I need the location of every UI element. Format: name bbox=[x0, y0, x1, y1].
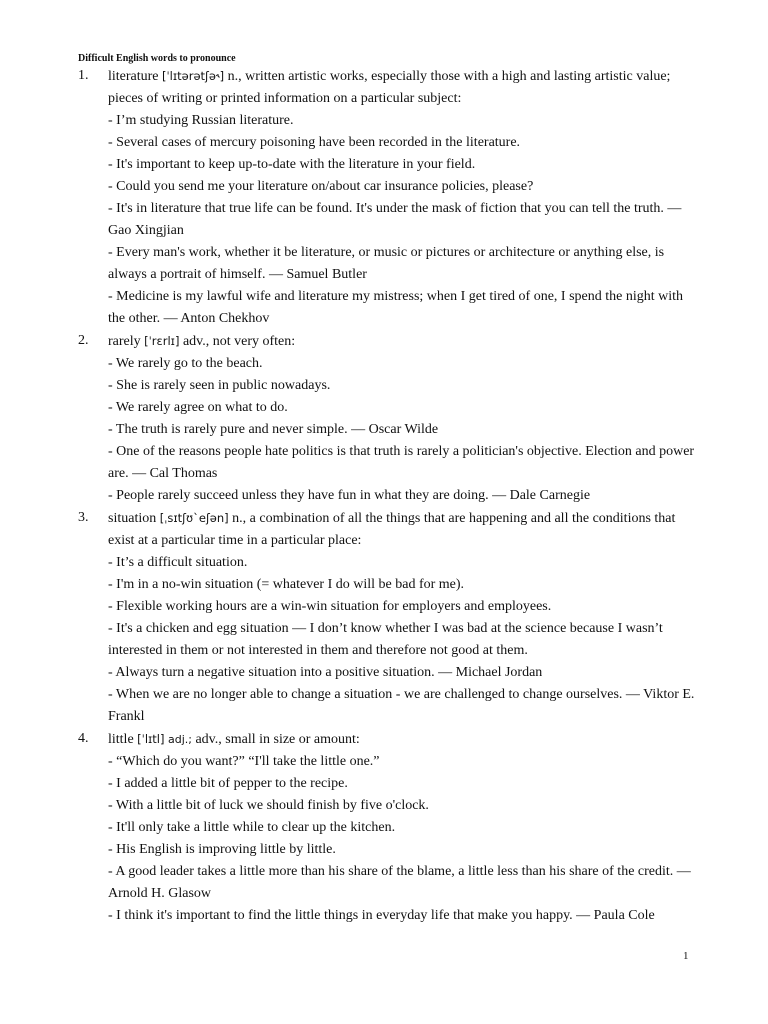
pronunciation: [ˈlɪtərətʃə˞] bbox=[162, 69, 225, 83]
entry-number: 4. bbox=[78, 731, 89, 746]
example-sentence: - It'll only take a little while to clear up the kitchen. bbox=[108, 820, 396, 835]
word-entry bbox=[78, 728, 698, 927]
example-sentence: - His English is improving little by little. bbox=[108, 842, 336, 857]
example-quote: - Every man's work, whether it be literature, or music or pictures or architecture or anything else, is always a portrait of himself. — Samuel Butler bbox=[108, 245, 665, 282]
example-quote: - When we are no longer able to change a situation - we are challenged to change ourselves. — Viktor E. Frankl bbox=[108, 687, 695, 724]
definition: adv., not very often: bbox=[179, 334, 296, 349]
example-quote: - People rarely succeed unless they have fun in what they are doing. — Dale Carnegie bbox=[108, 488, 591, 503]
definition: n., a combination of all the things that are happening and all the conditions that exist at a particular time in a particular place: bbox=[108, 511, 676, 548]
example-quote: - Medicine is my lawful wife and literature my mistress; when I get tired of one, I spend the night with the other. — Anton Chekhov bbox=[108, 289, 684, 326]
example-sentence: - I’m studying Russian literature. bbox=[108, 113, 294, 128]
headword: rarely bbox=[108, 334, 141, 349]
example-sentence: - I'm in a no-win situation (= whatever I do will be bad for me). bbox=[108, 577, 465, 592]
example-sentence: - It's important to keep up-to-date with the literature in your field. bbox=[108, 157, 476, 172]
pronunciation: [ˈrɛrlɪ] bbox=[144, 334, 180, 348]
example-quote: - A good leader takes a little more than his share of the blame, a little less than his share of the credit. — Arnold H. Glasow bbox=[108, 864, 691, 901]
word-list bbox=[78, 65, 698, 927]
entry-number: 3. bbox=[78, 510, 89, 525]
example-sentence: - I added a little bit of pepper to the recipe. bbox=[108, 776, 348, 791]
word-entry bbox=[78, 330, 698, 507]
definition: n., written artistic works, especially those with a high and lasting artistic value; pieces of writing or printed information on a particular subject: bbox=[108, 69, 671, 106]
pronunciation: [ˌsɪtʃʊˋeʃən] bbox=[159, 511, 229, 525]
part-of-speech: adj.; bbox=[167, 733, 192, 746]
pronunciation: [ˈlɪtl] bbox=[137, 732, 165, 746]
example-quote: - It's in literature that true life can be found. It's under the mask of fiction that you can tell the truth. — Gao Xingjian bbox=[108, 201, 682, 238]
example-sentence: - She is rarely seen in public nowadays. bbox=[108, 378, 331, 393]
example-quote: - I think it's important to find the little things in everyday life that make you happy. — Paula Cole bbox=[108, 908, 655, 923]
entry-definition-line bbox=[108, 330, 698, 353]
word-entry bbox=[78, 507, 698, 728]
entry-definition-line bbox=[108, 65, 698, 110]
headword: situation bbox=[108, 511, 157, 526]
example-sentence: - It’s a difficult situation. bbox=[108, 555, 248, 570]
example-sentence: - Could you send me your literature on/about car insurance policies, please? bbox=[108, 179, 534, 194]
example-sentence: - Flexible working hours are a win-win situation for employers and employees. bbox=[108, 599, 552, 614]
entry-definition-line bbox=[108, 728, 698, 751]
document-title: Difficult English words to pronounce bbox=[78, 53, 236, 64]
entry-number: 1. bbox=[78, 68, 89, 83]
definition: adv., small in size or amount: bbox=[191, 732, 360, 747]
example-quote: - The truth is rarely pure and never simple. — Oscar Wilde bbox=[108, 422, 439, 437]
entry-number: 2. bbox=[78, 333, 89, 348]
example-quote: - Always turn a negative situation into a positive situation. — Michael Jordan bbox=[108, 665, 543, 680]
headword: little bbox=[108, 732, 134, 747]
word-entry bbox=[78, 65, 698, 330]
entry-definition-line bbox=[108, 507, 698, 552]
page-number: 1 bbox=[683, 950, 689, 962]
example-sentence: - With a little bit of luck we should finish by five o'clock. bbox=[108, 798, 429, 813]
example-sentence: - Several cases of mercury poisoning have been recorded in the literature. bbox=[108, 135, 521, 150]
headword: literature bbox=[108, 69, 159, 84]
example-quote: - One of the reasons people hate politics is that truth is rarely a politician's objective. Election and power are. — Cal Thomas bbox=[108, 444, 695, 481]
example-sentence: - We rarely go to the beach. bbox=[108, 356, 263, 371]
example-sentence: - We rarely agree on what to do. bbox=[108, 400, 288, 415]
example-sentence: - It's a chicken and egg situation — I don’t know whether I was bad at the science because I wasn’t interested in them or not interested in them and therefore not good at them. bbox=[108, 621, 663, 658]
example-sentence: - “Which do you want?” “I'll take the little one.” bbox=[108, 754, 380, 769]
